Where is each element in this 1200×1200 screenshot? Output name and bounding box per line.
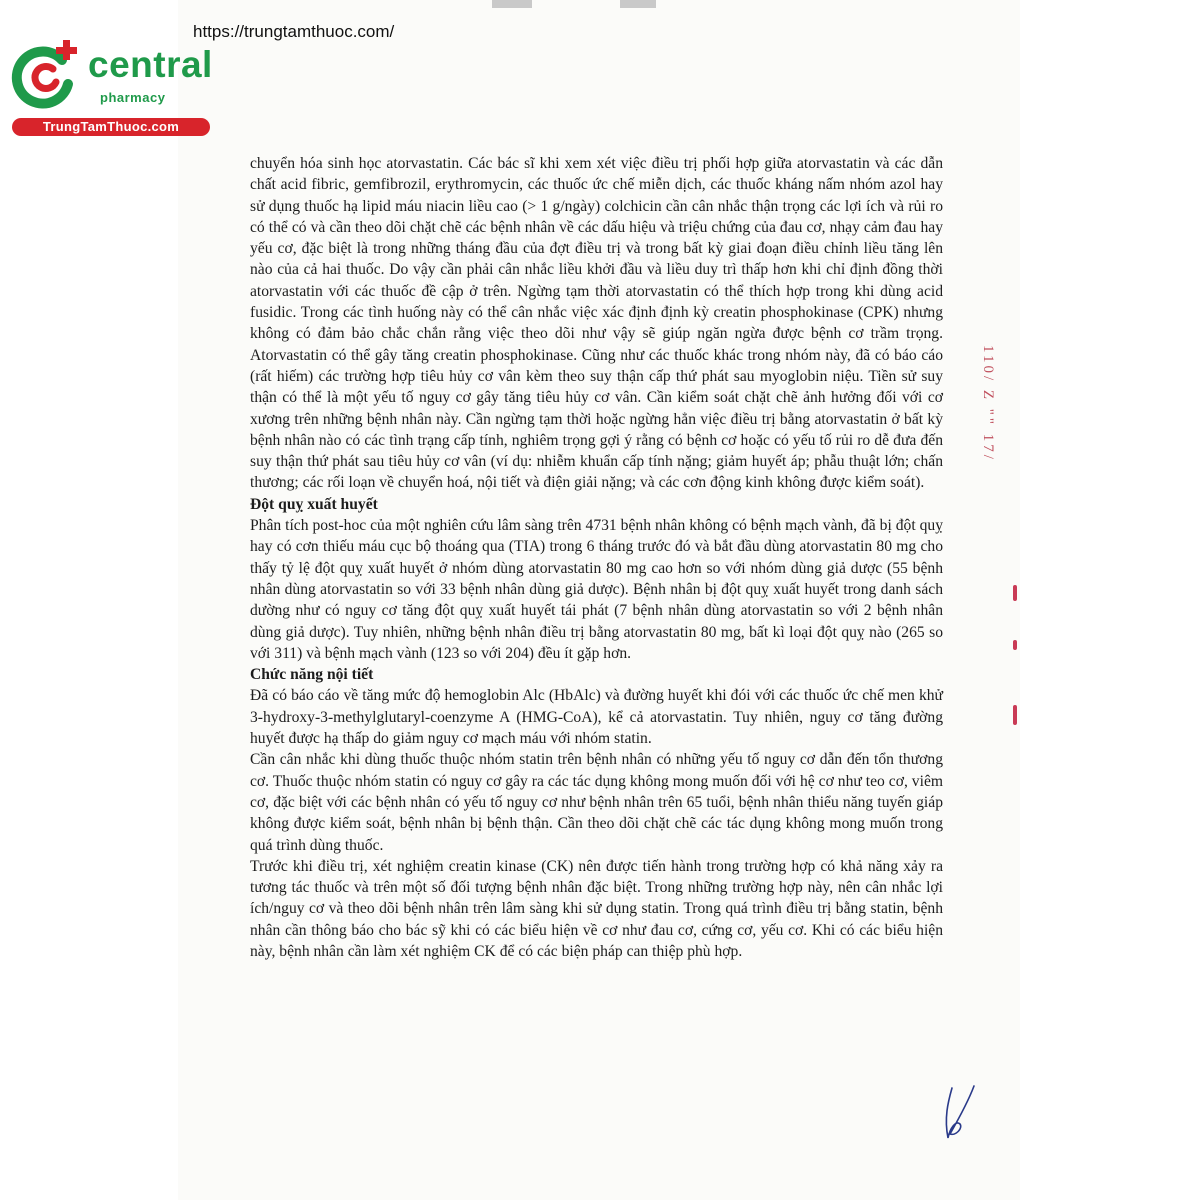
scan-artifact (492, 0, 532, 8)
logo-brand: central (88, 44, 213, 85)
handwritten-margin-note: 110/ Z "" 17/ (980, 345, 996, 462)
paragraph-drug-interactions: chuyển hóa sinh học atorvastatin. Các bác sĩ khi xem xét việc điều trị phối hợp giữa atorvastatin và các dẫn chất acid fibric, gemfibrozil, erythromycin, các thuốc ức chế miễn dịch, các thuốc kháng nấm nhóm azol hay sử dụng thuốc hạ lipid máu niacin liều cao (> 1 g/ngày) colchicin cần cân nhắc thận trọng các lợi ích và rủi ro có thể có và cần theo dõi chặt chẽ các bệnh nhân về các dấu hiệu và triệu chứng của đau cơ, nhạy cảm đau hay yếu cơ, đặc biệt là trong những tháng đầu của đợt điều trị và trong bất kỳ giai đoạn điều chỉnh liều tăng lên nào của cả hai thuốc. Do vậy cần phải cân nhắc liều khởi đầu và liều duy trì thấp hơn khi chỉ định đồng thời atorvastatin với các thuốc đề cập ở trên. Ngừng tạm thời atorvastatin có thể thích hợp trong khi dùng acid fusidic. Trong các tình huống này có thể cân nhắc việc xác định định kỳ creatin phosphokinase (CPK) nhưng không có đảm bảo chắc chắn rằng việc theo dõi như vậy sẽ giúp ngăn ngừa được bệnh cơ trầm trọng. Atorvastatin có thể gây tăng creatin phosphokinase. Cũng như các thuốc khác trong nhóm này, đã có báo cáo (rất hiếm) các trường hợp tiêu hủy cơ vân kèm theo suy thận cấp thứ phát sau myoglobin niệu. Tiền sử suy thận có thể là một yếu tố nguy cơ gây tăng tiêu hủy cơ vân. Cần kiểm soát chặt chẽ ảnh hưởng đối với cơ xương trên những bệnh nhân này. Cần ngừng tạm thời hoặc ngừng hẳn việc điều trị bằng atorvastatin ở bất kỳ bệnh nhân nào có các tình trạng cấp tính, nghiêm trọng gợi ý rằng có bệnh cơ hoặc có yếu tố rủi ro dễ đưa đến suy thận thứ phát sau tiêu hủy cơ vân (ví dụ: nhiễm khuẩn cấp tính nặng; giảm huyết áp; phẫu thuật lớn; chấn thương; các rối loạn về chuyển hoá, nội tiết và điện giải nặng; và các cơn động kinh không được kiểm soát). (250, 155, 943, 492)
paragraph-statin-caution: Cần cân nhắc khi dùng thuốc thuộc nhóm statin trên bệnh nhân có những yếu tố nguy cơ dẫn đến tổn thương cơ. Thuốc thuộc nhóm statin có nguy cơ gây ra các tác dụng không mong muốn đối với hệ cơ như teo cơ, viêm cơ, đặc biệt với các bệnh nhân có yếu tố nguy cơ như bệnh nhân trên 65 tuổi, bệnh nhân thiểu năng tuyến giáp không được kiểm soát, bệnh nhân bị bệnh thận. Cần theo dõi chặt chẽ các tác dụng không mong muốn trong quá trình dùng thuốc. (250, 751, 943, 854)
margin-red-mark (1013, 585, 1017, 601)
document-body (250, 153, 943, 962)
heading-hemorrhagic-stroke: Đột quỵ xuất huyết (250, 495, 378, 513)
paragraph-ck-testing: Trước khi điều trị, xét nghiệm creatin kinase (CK) nên được tiến hành trong trường hợp có khả năng xảy ra tương tác thuốc và trên một số đối tượng bệnh nhân đặc biệt. Trong những trường hợp này, nên cân nhắc lợi ích/nguy cơ và theo dõi bệnh nhân trên lâm sàng khi sử dụng statin. Trong quá trình điều trị bằng statin, bệnh nhân cần thông báo cho bác sỹ khi có các biểu hiện về cơ như đau cơ, cứng cơ, yếu cơ. Khi có các biểu hiện này, bệnh nhân cần làm xét nghiệm CK để có các biện pháp can thiệp phù hợp. (250, 857, 943, 960)
scan-artifact (620, 0, 656, 8)
heading-endocrine-function: Chức năng nội tiết (250, 666, 374, 684)
margin-red-mark (1013, 705, 1017, 725)
pharmacy-cross-c-icon (10, 38, 84, 112)
central-pharmacy-logo[interactable] (10, 38, 220, 138)
margin-red-mark (1013, 640, 1017, 650)
source-url[interactable]: https://trungtamthuoc.com/ (193, 22, 395, 41)
paragraph-hemorrhagic-stroke: Phân tích post-hoc của một nghiên cứu lâm sàng trên 4731 bệnh nhân không có bệnh mạch vành, đã bị đột quỵ hay có cơn thiếu máu cục bộ thoáng qua (TIA) trong 6 tháng trước đó và bắt đầu dùng atorvastatin 80 mg cho thấy tỷ lệ đột quỵ xuất huyết ở nhóm dùng atorvastatin 80 mg cao hơn so với nhóm dùng giả dược (55 bệnh nhân dùng atorvastatin so với 33 bệnh nhân dùng giả dược). Bệnh nhân bị đột quỵ xuất huyết trong danh sách dường như có nguy cơ tăng đột quỵ xuất huyết tái phát (7 bệnh nhân dùng atorvastatin so với 2 bệnh nhân dùng giả dược). Tuy nhiên, những bệnh nhân điều trị bằng atorvastatin 80 mg, bất kì loại đột quỵ nào (265 so với 311) và bệnh mạch vành (123 so với 204) đều ít gặp hơn. (250, 517, 943, 662)
logo-site-name: TrungTamThuoc.com (12, 118, 210, 136)
signature-icon (930, 1080, 980, 1150)
logo-tagline: pharmacy (100, 90, 166, 105)
paragraph-endocrine-function: Đã có báo cáo về tăng mức độ hemoglobin Alc (HbAlc) và đường huyết khi đói với các thuốc ức chế men khử 3-hydroxy-3-methylglutaryl-coenzyme A (HMG-CoA), kể cả atorvastatin. Tuy nhiên, nguy cơ tăng đường huyết được hạ thấp do giảm nguy cơ mạch máu với nhóm statin. (250, 687, 943, 748)
